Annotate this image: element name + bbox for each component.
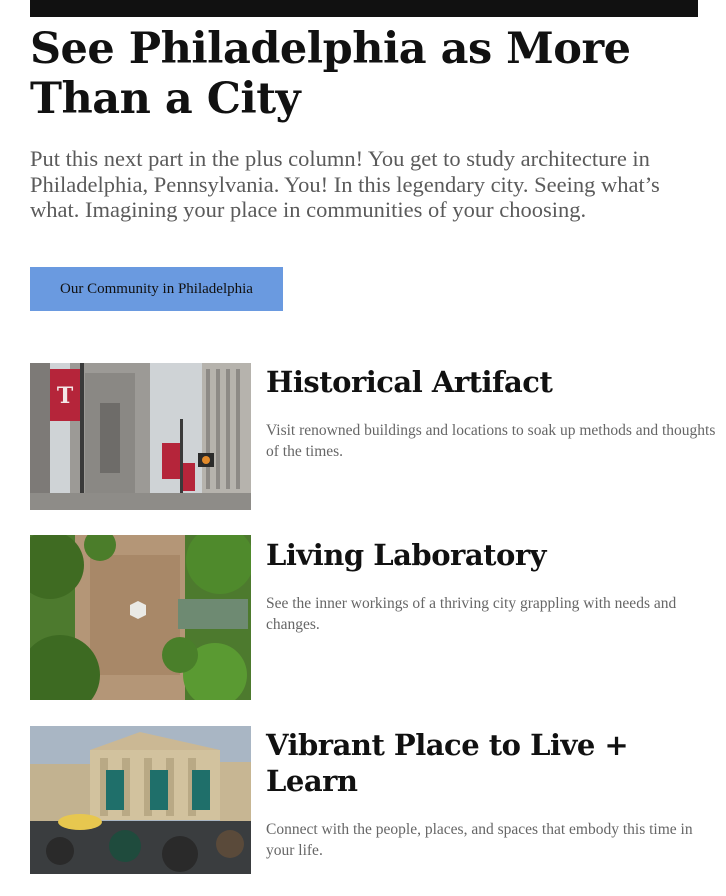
card-text-living-laboratory: See the inner workings of a thriving city grappling with needs and changes. [266,595,677,633]
card-title-historical-artifact[interactable]: Historical Artifact [266,365,553,399]
city-street-banners-photo[interactable] [30,363,251,510]
top-bar [30,0,698,17]
card-title-living-laboratory[interactable]: Living Laboratory [266,538,546,572]
our-community-button[interactable]: Our Community in Philadelphia [30,267,283,311]
aerial-park-photo[interactable] [30,535,251,700]
svg-text:T: T [56,383,74,409]
card-text-vibrant-place: Connect with the people, places, and spaces that embody this time in your life. [266,821,693,859]
art-museum-crowd-photo[interactable] [30,726,251,874]
intro-paragraph: Put this next part in the plus column! You get to study architecture in Philadelphia, Pennsylvania. You! In this legendary city. Seeing what’s what. Imagining your place in communities of your choosing. [30,146,660,222]
card-title-vibrant-place[interactable]: Vibrant Place to Live + Learn [266,728,629,798]
page-title: See Philadelphia as More Than a City [30,24,631,124]
card-text-historical-artifact: Visit renowned buildings and locations to soak up methods and thoughts of the times. [266,422,716,460]
